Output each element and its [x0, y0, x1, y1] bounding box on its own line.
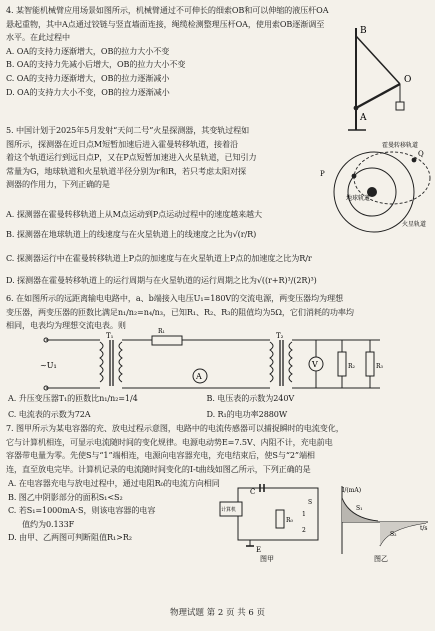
q7-label-s: S: [308, 499, 313, 506]
q7-figure-b-caption: 图乙: [374, 555, 388, 563]
q4-label-b: B: [360, 26, 367, 36]
q7-label-c: C: [250, 488, 256, 496]
q7-resistor-r0: [276, 510, 284, 528]
q7-label-2: 2: [302, 527, 306, 534]
q6-label-r1: R₁: [158, 328, 165, 335]
q6-resistor-r3: [366, 352, 374, 376]
q6-stem-line-2: 变压器，两变压器的匝数比满足n₁/n₂=n₄/n₃，已知R₁、R₂、R₃的阻值均为5Ω，它们消耗的功率均: [6, 306, 354, 317]
q7-graph-x-label: t/s: [420, 525, 428, 532]
q5-option-a[interactable]: A. 探测器在霍曼转移轨道上从M点运动到P点运动过程中的速度越来越大: [6, 209, 263, 219]
q6-label-u1: ~U₁: [40, 361, 57, 370]
q5-stem-line-5: 测器的作用力，下列正确的是: [6, 179, 110, 190]
q6-label-voltmeter: V: [312, 360, 318, 369]
q5-stem-line-1: 5. 中国计划于2025年5月发射“天问二号”火星探测器，其变轨过程如: [6, 125, 250, 135]
q6-label-t1: T₁: [106, 332, 114, 340]
q7-label-r0: R₀: [286, 517, 293, 524]
q4-stem-line-2: 悬起重物，其中A点通过铰链与竖直墙面连接，绳缆检测整理压杆OA，使用索OB逐渐调至: [6, 18, 325, 29]
q5-option-d[interactable]: D. 探测器在霍曼转移轨道上的运行周期与在火星轨道的运行周期之比为√((r+R)³/(2R)³): [6, 275, 317, 285]
q6-option-a[interactable]: A. 升压变压器T₁的匝数比n₁/n₂=1/4: [8, 393, 138, 403]
q6-label-t2: T₂: [276, 332, 284, 340]
q5-label-q: Q: [418, 150, 424, 158]
q7-stem-line-3: 容器带电量为零。先使S与“1”端相连，电源向电容器充电，充电结束后，使S与“2”端相: [6, 450, 315, 461]
question-6-options: [8, 392, 434, 422]
q5-option-b[interactable]: B. 探测器在地球轨道上的线速度与在火星轨道上的线速度之比为√(r/R): [6, 229, 257, 239]
q6-label-ammeter: A: [196, 372, 202, 381]
q6-resistor-r1: [152, 336, 182, 345]
q4-rope-ob: [356, 36, 400, 84]
question-4: [6, 4, 338, 99]
q6-label-r3: R₃: [376, 363, 383, 370]
q4-option-c[interactable]: C. OA的支持力逐渐增大，OB的拉力逐渐减小: [6, 72, 170, 83]
q7-graph-s1: S₁: [356, 505, 363, 512]
q5-label-earth: 地球轨道: [346, 195, 371, 202]
q6-option-b[interactable]: B. 电压表的示数为240V: [206, 393, 295, 403]
q5-point-p: [352, 174, 357, 179]
q4-rod-oa: [356, 84, 400, 108]
q7-stem-line-4: 连，直至放电完毕。计算机记录的电流随时间变化的I-t曲线如图乙所示，下列正确的是: [6, 463, 311, 474]
q7-option-c-line-1[interactable]: C. 若S₁=1000mA·S，则该电容器的电容: [8, 505, 156, 516]
q5-point-q: [412, 158, 417, 163]
q7-option-a[interactable]: A. 在电容器充电与放电过程中，通过电阻R₀的电流方向相同: [8, 478, 220, 488]
q4-label-a: A: [360, 113, 367, 123]
q7-option-b[interactable]: B. 图乙中阴影部分的面积S₁<S₂: [8, 491, 123, 502]
q7-circuit-figure: [220, 482, 326, 562]
q7-graph-s2: S₂: [390, 531, 397, 538]
question-6: [6, 292, 434, 333]
q4-weight: [396, 102, 404, 110]
q7-label-computer: 计算机: [221, 507, 237, 513]
question-7: [6, 422, 434, 476]
q6-stem-line-1: 6. 在如图所示的远距离输电电路中，a、b端接入电压U₁=180V的交流电源，两变压器均为理想: [6, 293, 344, 303]
q4-stem-line-3: 水平。在此过程中: [6, 32, 70, 43]
q7-label-1: 1: [302, 511, 306, 518]
question-5: [6, 124, 306, 192]
q4-option-d[interactable]: D. OA的支持力大小不变，OB的拉力逐渐减小: [6, 86, 170, 97]
q6-circuit-figure: [40, 328, 390, 392]
q7-option-c-line-2: 值约为0.133F: [22, 518, 75, 529]
q5-orbit-figure: [318, 138, 434, 230]
q5-option-c[interactable]: C. 探测器运行中在霍曼转移轨道上P点的加速度与在火星轨道上P点的加速度之比为R/r: [6, 253, 312, 263]
page-footer: 物理试题 第 2 页 共 6 页: [169, 608, 266, 618]
q6-stem-line-3: 相同，电表均为理想交流电表。则: [6, 320, 126, 331]
question-7-options: [8, 477, 220, 545]
q4-option-b[interactable]: B. OA的支持力先减小后增大，OB的拉力大小不变: [6, 59, 186, 70]
q7-option-d[interactable]: D. 由甲、乙两图可判断阻值R₁>R₂: [8, 532, 132, 543]
q7-stem-line-2: 它与计算机相连，可显示电流随时间的变化规律。电源电动势E=7.5V、内阻不计，充电前电: [6, 436, 333, 447]
q7-graph-y-label: I/(mA): [342, 487, 362, 494]
q5-stem-line-2: 图所示，探测器在近日点M短暂加速后进入霍曼转移轨道，接着沿: [6, 138, 239, 149]
q4-stem-line-1: 4. 某智能机械臂应用场景如图所示，机械臂通过不可伸长的细索OB和可以伸缩的液压杆OA: [6, 5, 329, 15]
q7-label-e: E: [256, 546, 262, 554]
q6-resistor-r2: [338, 352, 346, 376]
q5-label-p: P: [320, 170, 325, 178]
q7-stem-line-1: 7. 图甲所示为某电容器的充、放电过程示意图，电路中的电流传感器可以捕捉瞬时的电流变化，: [6, 423, 344, 433]
q7-figure-a-caption: 图甲: [260, 555, 274, 563]
q4-figure: [344, 20, 424, 140]
q6-option-c[interactable]: C. 电流表的示数为72A: [8, 409, 91, 419]
q5-stem-line-3: 着这个轨道运行到远日点P，又在P点短暂加速进入火星轨道，已知引力: [6, 152, 257, 163]
q5-label-transfer: 霍曼转移轨道: [382, 142, 419, 149]
q5-label-mars: 火星轨道: [402, 221, 427, 228]
q5-stem-line-4: 常量为G，地球轨道和火星轨道半径分别为r和R，若只考虑太阳对探: [6, 165, 246, 176]
q4-label-o: O: [404, 75, 412, 85]
q4-option-a[interactable]: A. OA的支持力逐渐增大，OB的拉力大小不变: [6, 45, 170, 56]
q7-current-graph: [334, 484, 432, 564]
q6-option-d[interactable]: D. R₁的电功率2880W: [206, 409, 288, 419]
q6-label-r2: R₂: [348, 363, 355, 370]
